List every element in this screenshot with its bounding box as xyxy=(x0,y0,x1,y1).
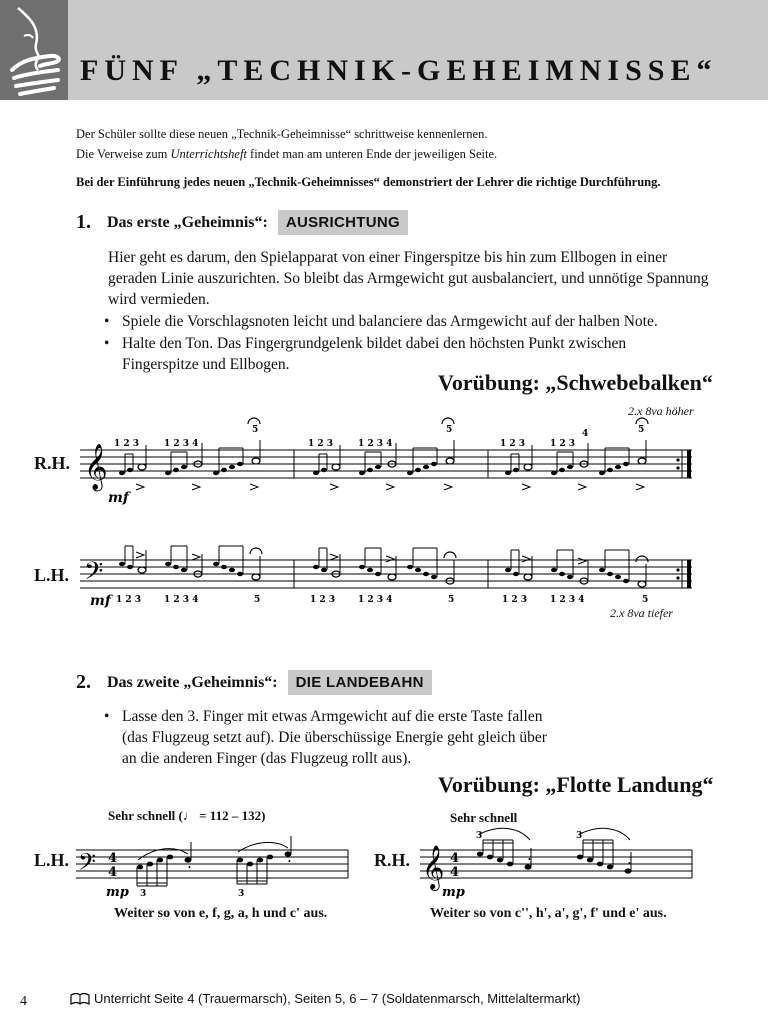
svg-text:1 2 3 4: 1 2 3 4 xyxy=(550,595,585,605)
intro-line-2-suffix: findet man am unteren Ende der jeweiligen Seite. xyxy=(246,147,498,161)
intro-line-3: Bei der Einführung jedes neuen „Technik-Geheimnisses“ demonstriert der Lehrer die richtige Durchführung. xyxy=(76,175,661,189)
svg-text:4: 4 xyxy=(582,429,589,439)
rh-label: R.H. xyxy=(34,453,70,473)
intro-line-2-prefix: Die Verweise zum xyxy=(76,147,171,161)
octave-down-note: 2.x 8va tiefer xyxy=(610,606,673,620)
rh-staff-exercise-2 xyxy=(420,831,700,900)
intro-line-1: Der Schüler sollte diese neuen „Technik-Geheimnisse“ schrittweise kennenlernen. xyxy=(76,127,488,141)
tempo-left: Sehr schnell (♩ = 112 – 132) xyxy=(108,808,266,823)
svg-text:1 2 3: 1 2 3 xyxy=(550,439,576,449)
lh-staff-exercise-2 xyxy=(76,840,356,900)
svg-text:•: • xyxy=(528,855,531,864)
section-1-bullet-1: • Spiele die Vorschlagsnoten leicht und balanciere das Armgewicht auf der halben Note. xyxy=(104,311,742,332)
page-title: FÜNF „TECHNIK-GEHEIMNISSE“ xyxy=(80,54,718,87)
intro-line-2-italic: Unterrichtsheft xyxy=(170,147,247,161)
svg-text:5: 5 xyxy=(254,595,261,605)
section-2-heading xyxy=(76,670,432,695)
svg-text:𝄞: 𝄞 xyxy=(422,845,445,889)
exercise-2-title: Vorübung: „Flotte Landung“ xyxy=(438,772,714,797)
footer-reference xyxy=(70,991,580,1006)
svg-text:4: 4 xyxy=(108,851,118,866)
svg-text:5: 5 xyxy=(638,425,645,435)
svg-text:5: 5 xyxy=(448,595,455,605)
octave-up-note: 2.x 8va höher xyxy=(628,404,694,418)
svg-text:1 2 3: 1 2 3 xyxy=(308,439,334,449)
section-1-number: 1. xyxy=(76,211,91,233)
svg-text:1 2 3 4: 1 2 3 4 xyxy=(358,439,393,449)
svg-text:4: 4 xyxy=(450,865,460,880)
rh-label-2: R.H. xyxy=(374,850,410,870)
lh-dynamic: mf xyxy=(90,593,111,609)
section-2-bullet-1: • Lasse den 3. Finger mit etwas Armgewicht auf die erste Taste fallen (das Flugzeug setzt auf). Die überschüssige Energie geht gleich über an die anderen Finger (das Flugzeug rollt aus). xyxy=(104,706,562,769)
lh-label-2: L.H. xyxy=(34,850,70,870)
page-header xyxy=(0,0,768,100)
tempo-right: Sehr schnell xyxy=(450,810,518,825)
svg-text:5: 5 xyxy=(446,425,453,435)
svg-text:3: 3 xyxy=(140,889,147,899)
svg-text:1 2 3: 1 2 3 xyxy=(502,595,528,605)
page-number: 4 xyxy=(20,994,27,1009)
rh-staff-exercise-1 xyxy=(80,425,700,520)
svg-text:1 2 3: 1 2 3 xyxy=(500,439,526,449)
section-1-heading xyxy=(76,210,408,235)
svg-text:4: 4 xyxy=(108,865,118,880)
svg-text:3: 3 xyxy=(476,831,483,841)
footer-reference-text: Unterricht Seite 4 (Trauermarsch), Seiten 5, 6 – 7 (Soldatenmarsch, Mittelaltermarkt) xyxy=(94,991,581,1006)
svg-text:4: 4 xyxy=(450,851,460,866)
face-hand-logo xyxy=(0,0,68,100)
section-2-badge: DIE LANDEBAHN xyxy=(288,670,432,695)
svg-text:1 2 3 4: 1 2 3 4 xyxy=(164,439,199,449)
continue-right: Weiter so von c'', h', a', g', f' und e' aus. xyxy=(430,906,667,921)
svg-text:•: • xyxy=(288,857,291,866)
intro-text xyxy=(76,124,716,192)
section-1-badge: AUSRICHTUNG xyxy=(278,210,408,235)
svg-text:3: 3 xyxy=(576,831,583,841)
svg-text:5: 5 xyxy=(642,595,649,605)
rh-dynamic: mf xyxy=(108,490,129,506)
svg-text:1 2 3 4: 1 2 3 4 xyxy=(164,595,199,605)
section-1-label: Das erste „Geheimnis“: xyxy=(107,213,268,231)
svg-text:•: • xyxy=(628,859,631,868)
section-1-bullet-2: • Halte den Ton. Das Fingergrundgelenk bildet dabei den höchsten Punkt zwischen Fingerspitze und Ellbogen. xyxy=(104,333,682,375)
intro-line-2 xyxy=(76,144,716,164)
exercise-1-title: Vorübung: „Schwebebalken“ xyxy=(438,370,713,395)
book-icon xyxy=(70,992,90,1006)
section-2-number: 2. xyxy=(76,671,91,693)
svg-text:1 2 3: 1 2 3 xyxy=(114,439,140,449)
continue-left: Weiter so von e, f, g, a, h und c' aus. xyxy=(114,906,328,921)
lh-staff-exercise-1 xyxy=(80,550,700,630)
svg-text:𝄞: 𝄞 xyxy=(84,444,108,490)
lh-label: L.H. xyxy=(34,565,70,585)
svg-text:𝄢: 𝄢 xyxy=(84,557,104,592)
section-1-paragraph: Hier geht es darum, den Spielapparat von einer Fingerspitze bis hin zum Ellbogen in einer geraden Linie auszurichten. So bleibt das Armgewicht gut ausbalanciert, und unnötige Spannung wird vermieden. xyxy=(108,249,709,308)
svg-text:𝄢: 𝄢 xyxy=(78,848,97,881)
svg-text:3: 3 xyxy=(238,889,245,899)
section-2-label: Das zweite „Geheimnis“: xyxy=(107,673,278,691)
svg-text:5: 5 xyxy=(252,425,259,435)
svg-text:•: • xyxy=(188,863,191,872)
svg-text:1 2 3: 1 2 3 xyxy=(310,595,336,605)
svg-text:1 2 3: 1 2 3 xyxy=(116,595,142,605)
svg-text:1 2 3 4: 1 2 3 4 xyxy=(358,595,393,605)
lh-dynamic-2: mp xyxy=(106,885,129,900)
rh-dynamic-2: mp xyxy=(442,885,465,900)
